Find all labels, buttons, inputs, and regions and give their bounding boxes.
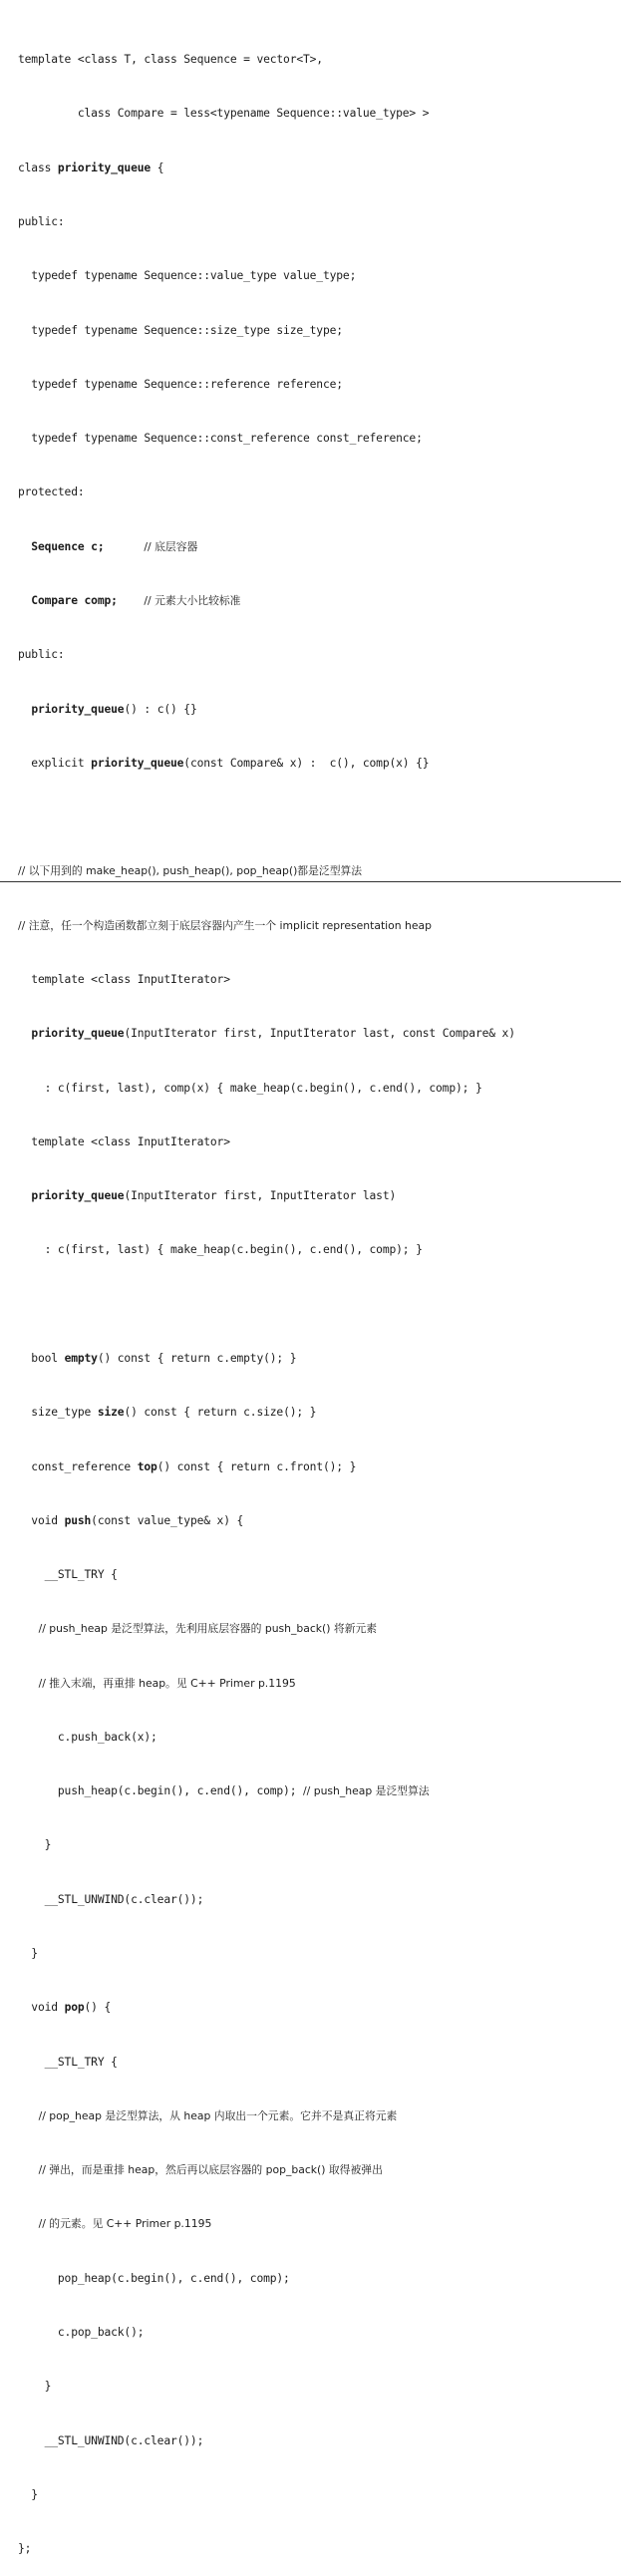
method-name: top — [137, 1459, 157, 1473]
code-comment: // 的元素。见 C++ Primer p.1195 — [18, 2217, 212, 2231]
class-name: priority_queue — [57, 161, 152, 174]
code-text: () const { return c.front(); } — [156, 1459, 357, 1473]
code-comment: // 注意，任一个构造函数都立刻于底层容器内产生一个 implicit representation heap — [18, 918, 433, 932]
code-line: : c(first, last), comp(x) { make_heap(c.begin(), c.end(), comp); } — [18, 1081, 482, 1095]
code-line: class priority_queue { — [18, 161, 164, 174]
code-text: (InputIterator first, InputIterator last) — [124, 1189, 397, 1203]
blank-line — [18, 808, 621, 826]
member-decl: Compare comp; — [18, 594, 118, 607]
code-line: __STL_TRY { — [18, 2055, 118, 2069]
code-comment: // 元素大小比较标准 — [144, 594, 241, 607]
code-line: public: — [18, 648, 65, 662]
code-line — [18, 1458, 621, 1476]
code-text: () const { return c.size(); } — [124, 1406, 317, 1420]
code-text: bool — [18, 1351, 65, 1365]
code-line — [18, 755, 621, 773]
page-bottom-rule — [0, 881, 621, 882]
code-line — [18, 1404, 621, 1422]
code-text: (InputIterator first, InputIterator last, const Compare& x) — [124, 1027, 515, 1041]
code-line — [18, 1025, 621, 1043]
code-line: __STL_UNWIND(c.clear()); — [18, 2433, 204, 2447]
code-line — [18, 1187, 621, 1205]
code-line: } — [18, 2380, 52, 2394]
code-line: protected: — [18, 485, 85, 499]
code-text: const_reference — [18, 1459, 138, 1473]
code-text: () { — [84, 2001, 112, 2015]
constructor-name: priority_queue — [31, 702, 125, 716]
code-line: }; — [18, 2542, 32, 2556]
constructor-name: priority_queue — [91, 756, 184, 770]
code-line: } — [18, 1838, 52, 1852]
code-line: } — [18, 2487, 38, 2501]
code-line: public: — [18, 215, 65, 229]
code-comment: // 以下用到的 make_heap(), push_heap(), pop_heap()都是泛型算法 — [18, 864, 363, 878]
code-comment: // 弹出，而是重排 heap，然后再以底层容器的 pop_back() 取得被弹出 — [18, 2163, 383, 2177]
code-line: push_heap(c.begin(), c.end(), comp); // push_heap 是泛型算法 — [18, 1784, 430, 1798]
code-line: pop_heap(c.begin(), c.end(), comp); — [18, 2271, 290, 2285]
code-comment: // push_heap 是泛型算法，先利用底层容器的 push_back() 将新元素 — [18, 1622, 378, 1636]
code-line: template <class InputIterator> — [18, 1134, 230, 1148]
code-line: } — [18, 1947, 38, 1961]
code-line: typedef typename Sequence::const_reference const_reference; — [18, 432, 423, 446]
code-line: __STL_UNWIND(c.clear()); — [18, 1892, 204, 1906]
constructor-name: priority_queue — [31, 1027, 125, 1041]
code-comment: // push_heap 是泛型算法 — [303, 1784, 430, 1798]
code-line — [18, 701, 621, 719]
code-text: (const Compare& x) : c(), comp(x) {} — [183, 756, 430, 770]
method-name: empty — [64, 1351, 98, 1365]
method-name: push — [64, 1513, 92, 1527]
code-comment: // pop_heap 是泛型算法，从 heap 内取出一个元素。它并不是真正将元素 — [18, 2108, 398, 2122]
code-comment: // 推入末端，再重排 heap。见 C++ Primer p.1195 — [18, 1676, 296, 1690]
code-text: (const value_type& x) { — [91, 1513, 244, 1527]
code-line: c.push_back(x); — [18, 1730, 157, 1744]
code-line: typedef typename Sequence::reference reference; — [18, 377, 343, 391]
code-text: void — [18, 1513, 65, 1527]
code-line — [18, 1512, 621, 1530]
constructor-name: priority_queue — [31, 1189, 125, 1203]
blank-line — [18, 1296, 621, 1314]
code-line: template <class T, class Sequence = vector<T>, — [18, 53, 323, 67]
code-comment: // 底层容器 — [144, 539, 198, 553]
code-listing — [18, 15, 621, 2576]
code-line — [18, 1350, 621, 1368]
code-line: template <class InputIterator> — [18, 972, 230, 986]
code-line: : c(first, last) { make_heap(c.begin(), c.end(), comp); } — [18, 1243, 423, 1257]
code-text: explicit — [18, 756, 92, 770]
code-line — [18, 538, 621, 556]
method-name: size — [97, 1406, 125, 1420]
code-line: __STL_TRY { — [18, 1568, 118, 1582]
code-line — [18, 592, 621, 610]
method-name: pop — [64, 2001, 85, 2015]
code-line: typedef typename Sequence::value_type value_type; — [18, 269, 357, 283]
code-line: void pop() { — [18, 2001, 112, 2015]
code-text: size_type — [18, 1406, 98, 1420]
code-line: class Compare = less<typename Sequence::value_type> > — [18, 107, 430, 121]
code-line: typedef typename Sequence::size_type size_type; — [18, 323, 343, 337]
member-decl: Sequence c; — [18, 539, 105, 553]
code-text: () : c() {} — [124, 702, 197, 716]
code-line: c.pop_back(); — [18, 2326, 145, 2339]
code-text: () const { return c.empty(); } — [97, 1351, 297, 1365]
